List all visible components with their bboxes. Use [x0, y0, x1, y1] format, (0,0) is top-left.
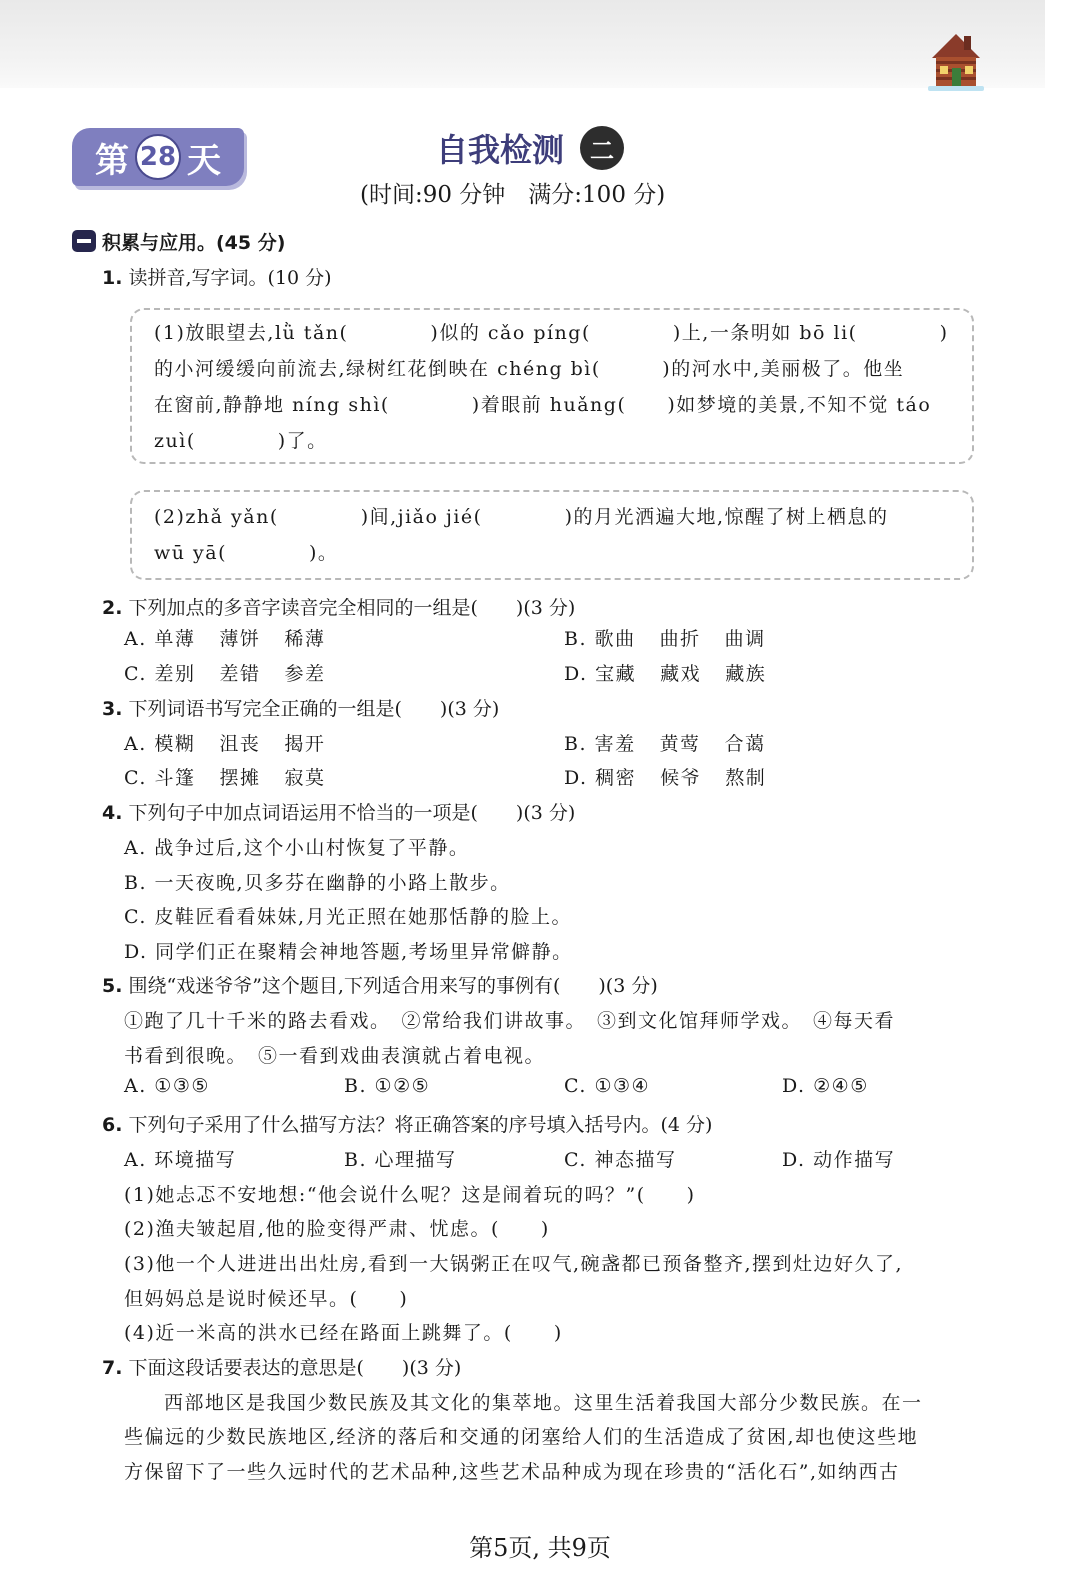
question-text: 下列词语书写完全正确的一组是( )(3 分)	[128, 698, 500, 720]
question-text: 下列句子中加点词语运用不恰当的一项是( )(3 分)	[128, 802, 576, 824]
q5-option-d[interactable]: D. ②④⑤	[782, 1075, 869, 1097]
q5-option-c[interactable]: C. ①③④	[564, 1075, 651, 1097]
section-label: 积累与应用。(45 分)	[102, 232, 286, 254]
q4-option-c[interactable]: C. 皮鞋匠看看妹妹,月光正照在她那恬静的脸上。	[124, 906, 572, 928]
q3-option-d[interactable]: D. 稠密 候爷 熬制	[564, 767, 767, 789]
day-number: 28	[135, 134, 181, 180]
house-icon	[926, 28, 986, 96]
question-number: 7.	[102, 1357, 123, 1379]
question-text: 读拼音,写字词。(10 分)	[128, 267, 332, 289]
page-footer: 第5页, 共9页	[469, 1534, 611, 1562]
question-number: 4.	[102, 802, 123, 824]
question-text: 围绕“戏迷爷爷”这个题目,下列适合用来写的事例有( )(3 分)	[128, 975, 658, 997]
q7-passage-line: 些偏远的少数民族地区,经济的落后和交通的闭塞给人们的生活造成了贫困,却也使这些地	[124, 1426, 919, 1448]
q2-option-c[interactable]: C. 差别 差错 参差	[124, 663, 326, 685]
question-4	[102, 798, 575, 825]
box1-line: (1)放眼望去,lǜ tǎn( )似的 cǎo píng( )上,一条明如 bō li( )	[154, 322, 949, 344]
question-text: 下列句子采用了什么描写方法？将正确答案的序号填入括号内。(4 分)	[128, 1114, 713, 1136]
q6-sentence-4[interactable]: (4)近一米高的洪水已经在路面上跳舞了。( )	[124, 1322, 563, 1344]
question-number: 6.	[102, 1114, 123, 1136]
q6-sentence-3-cont[interactable]: 但妈妈总是说时候还早。( )	[124, 1288, 409, 1310]
section-one-icon	[72, 230, 96, 252]
top-banner	[0, 0, 1045, 88]
q3-option-c[interactable]: C. 斗篷 摆摊 寂莫	[124, 767, 326, 789]
question-7	[102, 1353, 461, 1380]
section-heading	[72, 228, 285, 255]
day-prefix: 第	[95, 140, 129, 181]
day-badge	[72, 128, 244, 186]
box2-line: wū yā( )。	[154, 542, 339, 564]
q6-option-d: D. 动作描写	[782, 1149, 896, 1171]
q6-option-c: C. 神态描写	[564, 1149, 677, 1171]
page-title	[436, 124, 624, 172]
question-text: 下列加点的多音字读音完全相同的一组是( )(3 分)	[128, 597, 576, 619]
box2-line: (2)zhǎ yǎn( )间,jiǎo jié( )的月光洒遍大地,惊醒了树上栖息的	[154, 506, 889, 528]
q6-sentence-3[interactable]: (3)他一个人进进出出灶房,看到一大锅粥正在叹气,碗盏都已预备整齐,摆到灶边好久了,	[124, 1253, 904, 1275]
q4-option-a[interactable]: A. 战争过后,这个小山村恢复了平静。	[124, 837, 470, 859]
question-number: 1.	[102, 267, 123, 289]
question-text: 下面这段话要表达的意思是( )(3 分)	[128, 1357, 462, 1379]
question-1	[102, 263, 332, 290]
q5-events-line: 书看到很晚。 ⑤一看到戏曲表演就占着电视。	[124, 1045, 546, 1067]
q7-passage-line: 西部地区是我国少数民族及其文化的集萃地。这里生活着我国大部分少数民族。在一	[164, 1392, 923, 1414]
q5-option-a[interactable]: A. ①③⑤	[124, 1075, 210, 1097]
q4-option-d[interactable]: D. 同学们正在聚精会神地答题,考场里异常僻静。	[124, 941, 573, 963]
q7-passage-line: 方保留下了一些久远时代的艺术品种,这些艺术品种成为现在珍贵的“活化石”,如纳西古	[124, 1461, 900, 1483]
day-suffix: 天	[187, 140, 221, 181]
question-3	[102, 694, 499, 721]
q6-option-b: B. 心理描写	[344, 1149, 457, 1171]
question-number: 3.	[102, 698, 123, 720]
q4-option-b[interactable]: B. 一天夜晚,贝多芬在幽静的小路上散步。	[124, 872, 511, 894]
q6-option-a: A. 环境描写	[124, 1149, 237, 1171]
box1-line: 的小河缓缓向前流去,绿树红花倒映在 chéng bì( )的河水中,美丽极了。他坐	[154, 358, 905, 380]
question-5	[102, 971, 658, 998]
box1-line: 在窗前,静静地 níng shì( )着眼前 huǎng( )如梦境的美景,不知不觉 táo	[154, 394, 932, 416]
question-2	[102, 593, 575, 620]
title-text: 自我检测	[436, 131, 565, 169]
q5-option-b[interactable]: B. ①②⑤	[344, 1075, 431, 1097]
box1-line: zuì( )了。	[154, 430, 328, 452]
q2-option-b[interactable]: B. 歌曲 曲折 曲调	[564, 628, 766, 650]
q6-sentence-2[interactable]: (2)渔夫皱起眉,他的脸变得严肃、忧虑。( )	[124, 1218, 550, 1240]
q3-option-a[interactable]: A. 模糊 沮丧 揭开	[124, 733, 326, 755]
q2-option-d[interactable]: D. 宝藏 藏戏 藏族	[564, 663, 767, 685]
subtitle: (时间:90 分钟 满分:100 分)	[360, 182, 666, 208]
q5-events-line: ①跑了几十千米的路去看戏。 ②常给我们讲故事。 ③到文化馆拜师学戏。 ④每天看	[124, 1010, 896, 1032]
q6-sentence-1[interactable]: (1)她忐忑不安地想:“他会说什么呢？这是闹着玩的吗？”( )	[124, 1184, 696, 1206]
question-number: 5.	[102, 975, 123, 997]
q2-option-a[interactable]: A. 单薄 薄饼 稀薄	[124, 628, 326, 650]
title-number: 二	[580, 126, 624, 170]
question-number: 2.	[102, 597, 123, 619]
question-6	[102, 1110, 712, 1137]
q3-option-b[interactable]: B. 害羞 黄莺 合蔼	[564, 733, 766, 755]
